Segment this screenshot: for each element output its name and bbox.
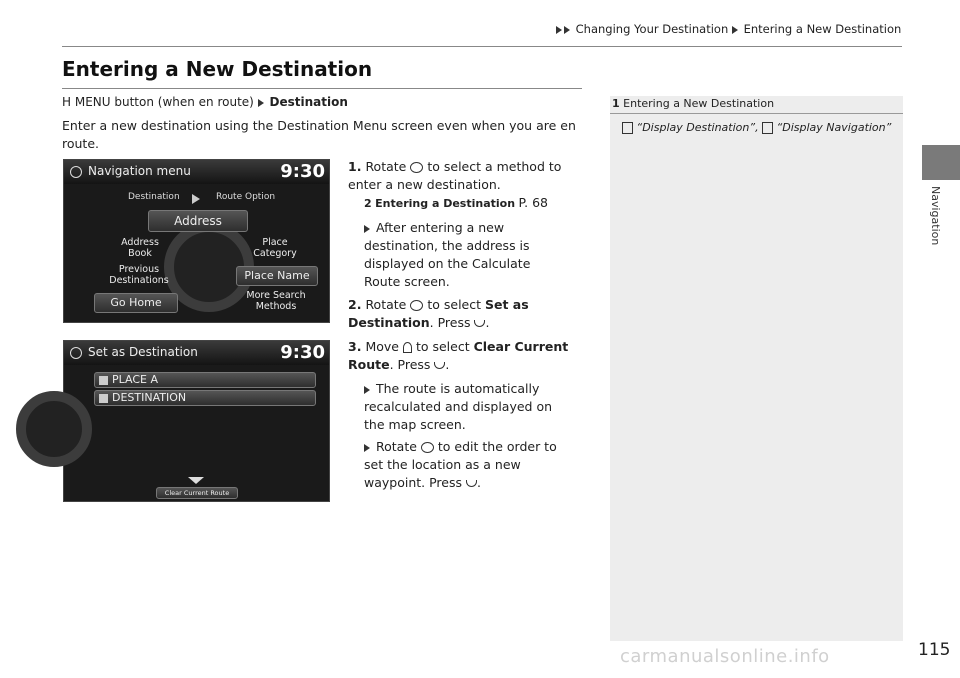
watermark: carmanualsonline.info [620,646,830,667]
note-icon: 1 [612,97,620,110]
dial-rotate-icon [410,300,423,311]
step-1-result: After entering a new destination, the address is displayed on the Calculate Route screen. [364,220,531,289]
menu-path-text: MENU button (when en route) [74,95,254,109]
step-3-option: Rotate to edit the order to set the location as a new waypoint. Press . [364,439,557,490]
step-3: 3. Move to select Clear Current Route. Press . [348,339,569,372]
intro-text: Enter a new destination using the Destination Menu screen even when you are en route. [62,118,576,151]
breadcrumb-part-1: Changing Your Destination [575,22,729,36]
chevron-right-icon [364,444,370,452]
flag-icon [99,394,108,403]
clear-current-route-button[interactable]: Clear Current Route [156,487,238,499]
page-number: 115 [918,640,951,660]
screen-title: Set as Destination [88,345,198,359]
chevron-right-icon [364,225,370,233]
header-divider [62,46,902,47]
section-tab [922,145,960,180]
place-name-button[interactable]: Place Name [236,266,318,286]
set-as-destination-screen [63,340,330,502]
dial-move-icon [403,342,412,353]
note-panel [610,96,903,641]
dial-press-icon [434,362,445,369]
selector-dial [16,391,92,467]
nav-icon [70,347,82,359]
step-2: 2. Rotate to select Set as Destination. Press . [348,297,529,330]
reference-icon: 2 [364,197,372,210]
note-body: “Display Destination”, “Display Navigation” [622,120,892,136]
voice-command-icon [622,122,633,134]
menu-button-icon: H [62,95,72,109]
more-search-methods-button[interactable]: More Search Methods [246,290,306,312]
previous-destinations-button[interactable]: Previous Destinations [109,264,169,286]
go-home-button[interactable]: Go Home [94,293,178,313]
list-item-destination[interactable]: DESTINATION [94,390,316,406]
arrow-down-icon [188,477,204,484]
menu-path [62,95,348,109]
clock: 9:30 [280,161,325,182]
screen-title: Navigation menu [88,164,191,178]
list-item-place-a[interactable]: PLACE A [94,372,316,388]
menu-path-target: Destination [269,95,348,109]
chevron-right-icon [564,26,570,34]
screen-header [64,160,329,184]
tab-route-option[interactable]: Route Option [216,192,276,202]
dial-rotate-icon [410,162,423,173]
chevron-right-icon [732,26,738,34]
step-3-result: The route is automatically recalculated and displayed on the map screen. [364,381,553,432]
flag-icon [99,376,108,385]
step-1: 1. Rotate to select a method to enter a new destination. [348,159,562,192]
nav-icon [70,166,82,178]
breadcrumb-part-2: Entering a New Destination [743,22,902,36]
chevron-right-icon [556,26,562,34]
dial-press-icon [474,320,485,327]
cross-reference[interactable]: 2 Entering a Destination P. 68 [364,195,548,210]
section-label: Navigation [929,186,942,246]
page-title: Entering a New Destination [62,57,373,81]
screen-header [64,341,329,365]
voice-command-icon [762,122,773,134]
clock: 9:30 [280,342,325,363]
breadcrumb [556,22,901,36]
note-heading: 1 Entering a New Destination [612,97,775,110]
chevron-right-icon [364,386,370,394]
arrow-right-icon [192,194,200,204]
dial-press-icon [466,480,477,487]
address-button[interactable]: Address [148,210,248,232]
navigation-menu-screen [63,159,330,323]
dial-rotate-icon [421,442,434,453]
chevron-right-icon [258,99,264,107]
title-divider [62,88,582,89]
address-book-button[interactable]: Address Book [121,237,159,259]
tab-destination[interactable]: Destination [128,192,180,202]
place-category-button[interactable]: Place Category [253,237,297,259]
note-divider [610,113,903,114]
